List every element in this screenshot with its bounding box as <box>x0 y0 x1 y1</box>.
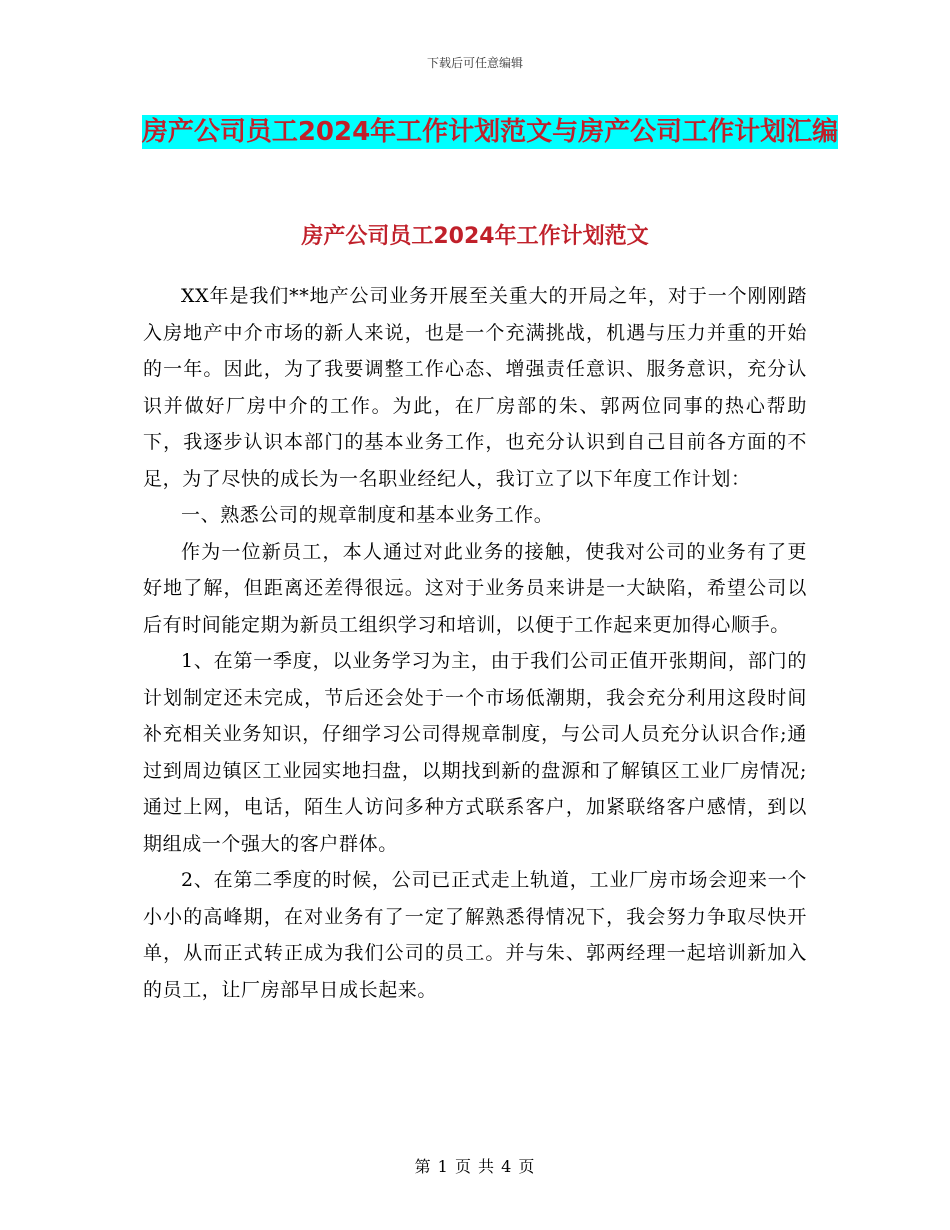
body-text <box>143 278 807 1008</box>
paragraph: 作为一位新员工，本人通过对此业务的接触，使我对公司的业务有了更好地了解，但距离还差得很远。这对于业务员来讲是一大缺陷，希望公司以后有时间能定期为新员工组织学习和培训，以便于工作起来更加得心顺手。 <box>143 540 807 636</box>
paragraph: 一、熟悉公司的规章制度和基本业务工作。 <box>181 504 554 526</box>
paragraph: 1、在第一季度，以业务学习为主，由于我们公司正值开张期间，部门的计划制定还未完成，节后还会处于一个市场低潮期，我会充分利用这段时间补充相关业务知识，仔细学习公司得规章制度，与公司人员充分认识合作;通过到周边镇区工业园实地扫盘，以期找到新的盘源和了解镇区工业厂房情况;通过上网，电话，陌生人访问多种方式联系客户，加紧联络客户感情，到以期组成一个强大的客户群体。 <box>143 650 807 855</box>
section-title: 房产公司员工2024年工作计划范文 <box>301 224 649 249</box>
header-note: 下载后可任意编辑 <box>426 56 523 70</box>
document-title-text: 房产公司员工2024年工作计划范文与房产公司工作计划汇编 <box>141 117 839 147</box>
paragraph: 2、在第二季度的时候，公司已正式走上轨道，工业厂房市场会迎来一个小小的高峰期，在对业务有了一定了解熟悉得情况下，我会努力争取尽快开单，从而正式转正成为我们公司的员工。并与朱、郭两经理一起培训新加入的员工，让厂房部早日成长起来。 <box>143 869 807 1001</box>
paragraph: XX年是我们**地产公司业务开展至关重大的开局之年，对于一个刚刚踏入房地产中介市场的新人来说，也是一个充满挑战，机遇与压力并重的开始的一年。因此，为了我要调整工作心态、增强责任意识、服务意识，充分认识并做好厂房中介的工作。为此，在厂房部的朱、郭两位同事的热心帮助下，我逐步认识本部门的基本业务工作，也充分认识到自己目前各方面的不足，为了尽快的成长为一名职业经纪人，我订立了以下年度工作计划： <box>143 285 807 490</box>
document-title <box>140 108 840 156</box>
page-number-footer: 第 1 页 共 4 页 <box>414 1157 536 1176</box>
